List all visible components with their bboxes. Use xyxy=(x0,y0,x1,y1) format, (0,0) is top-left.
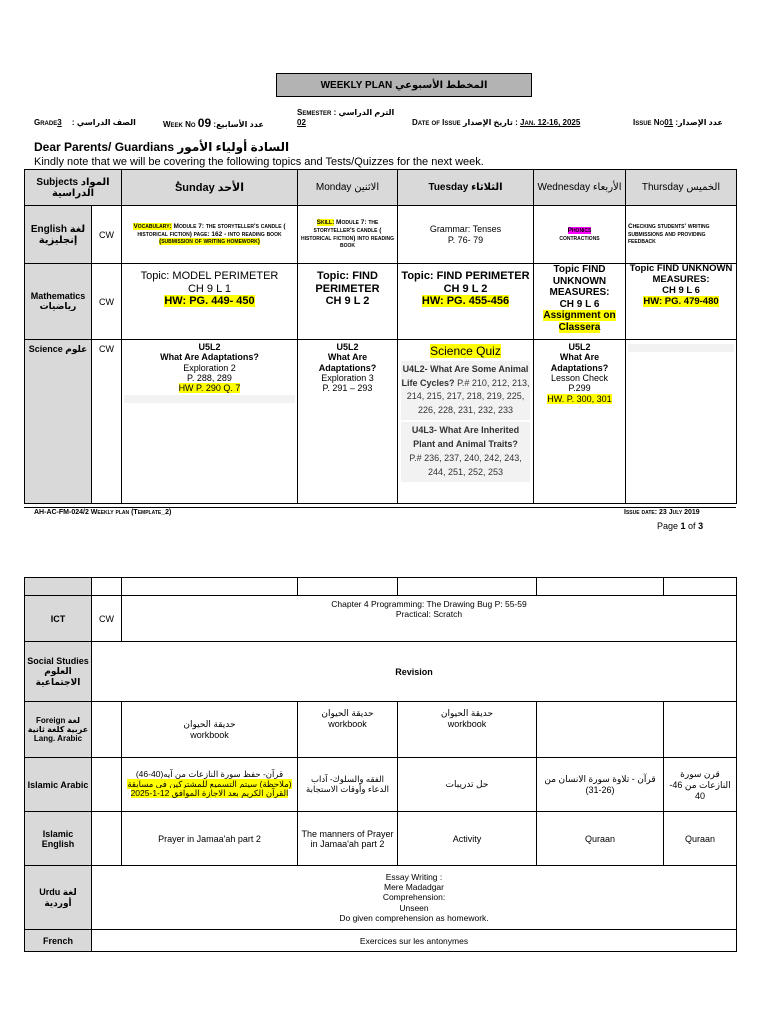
week-ar: :عدد الأسابيع xyxy=(213,120,264,129)
sci-sun-lesson: What Are Adaptations? xyxy=(160,352,259,363)
sci-wed-hw: HW. P. 300, 301 xyxy=(547,393,612,404)
page-title xyxy=(276,73,532,97)
cw-label: CW xyxy=(92,596,122,642)
french-content: Exercices sur les antonymes xyxy=(92,930,737,952)
sci-wed-activity: Lesson Check xyxy=(550,373,609,384)
shaded-line xyxy=(124,395,295,403)
foreign-sun-en: workbook xyxy=(190,730,229,740)
intro-note: Kindly note that we will be covering the following topics and Tests/Quizzes for the next week. xyxy=(34,156,484,168)
empty-cell xyxy=(298,578,398,596)
science-tuesday xyxy=(398,340,534,504)
math-sun-hw: HW: PG. 449- 450 xyxy=(164,295,255,308)
english-tuesday xyxy=(398,206,534,264)
grammar-pages: P. 76- 79 xyxy=(447,234,484,245)
subject-ict: ICT xyxy=(25,596,92,642)
islamic-en-sunday: Prayer in Jamaa'ah part 2 xyxy=(122,812,298,866)
page-prefix: Page xyxy=(657,521,681,531)
ict-practical: Practical: Scratch xyxy=(395,609,463,619)
english-sunday-text: Module 7: the storyteller's candle ( historical fiction) page: 162 - into reading book xyxy=(137,222,286,238)
islamic-ar-monday: الفقه والسلوك- آداب الدعاء وأوقات الاستجابة xyxy=(298,758,398,812)
issue-date-ar: تاريخ الإصدار : xyxy=(462,118,518,127)
quran-note-highlight: (ملاحظة) سيتم التسميع للمشتركين في مسابقة القرآن الكريم بعد الاجازة الموافق 12-1-2025 xyxy=(127,778,292,799)
empty-cell xyxy=(122,578,298,596)
semester-label: Semester : xyxy=(297,108,337,117)
science-thursday xyxy=(626,340,737,504)
ict-chapter: Chapter 4 Programming: The Drawing Bug P: 55-59 xyxy=(331,599,527,609)
week-label: Week No xyxy=(163,120,196,129)
english-monday-text: Module 7: the storyteller's candle ( historical fiction) into reading book xyxy=(301,218,394,250)
math-thu-topic: Topic FIND UNKNOWN MEASURES: xyxy=(629,263,733,285)
islamic-en-wednesday: Quraan xyxy=(537,812,664,866)
grade-value: 3 xyxy=(57,118,62,127)
col-thursday: Thursday الخميس xyxy=(626,170,737,206)
foreign-label: Foreign xyxy=(36,716,66,725)
quiz-pages-1: P.# 210, 212, 213, 214, 215, 217, 218, 219, 225, 226, 228, 231, 232, 233 xyxy=(406,377,530,416)
sci-mon-unit: U5L2 xyxy=(336,342,359,352)
math-wed-topic: Topic FIND UNKNOWN MEASURES: xyxy=(549,264,610,298)
english-monday xyxy=(298,206,398,264)
empty-header-row xyxy=(25,578,737,596)
empty-cell xyxy=(537,578,664,596)
cw-label: CW xyxy=(92,206,122,264)
foreign-row xyxy=(25,702,737,758)
sci-sun-hw: HW P. 290 Q. 7 xyxy=(178,383,241,394)
grade-label: Grade xyxy=(34,118,58,127)
subject-urdu: Urdu لغة أوردية xyxy=(25,866,92,930)
issue-date-footer: Issue date: 23 July 2019 xyxy=(624,509,700,516)
english-row xyxy=(25,206,737,264)
skill-highlight: Skill: xyxy=(316,218,335,226)
science-row xyxy=(25,340,737,504)
ict-content xyxy=(122,596,737,642)
sci-mon-lesson: What Are Adaptations? xyxy=(318,352,377,373)
phonics-highlight: Phonics xyxy=(567,226,592,234)
phonics-topic: contractions xyxy=(559,234,600,242)
ict-row xyxy=(25,596,737,642)
weekly-plan-table-page2 xyxy=(24,577,737,952)
grammar-topic: Grammar: Tenses xyxy=(429,224,502,235)
foreign-mon-en: workbook xyxy=(328,719,367,729)
foreign-ar-label: لغة عربية كلغة ثانية xyxy=(27,716,89,734)
islamic-ar-thursday: قرن سورة النازعات من 46-40 xyxy=(664,758,737,812)
sci-wed-lesson: What Are Adaptations? xyxy=(550,352,609,373)
empty-cell xyxy=(92,812,122,866)
foreign-sunday xyxy=(122,702,298,758)
sci-sun-unit: U5L2 xyxy=(198,342,221,352)
empty-cell xyxy=(92,578,122,596)
col-monday: Monday الاثنين xyxy=(298,170,398,206)
foreign-sun-ar: حديقة الحيوان xyxy=(183,719,236,729)
science-monday xyxy=(298,340,398,504)
page-number xyxy=(657,521,703,531)
quiz-lesson-1: U4L2- What Are Some Animal Life Cycles? xyxy=(401,363,529,388)
greeting: Dear Parents/ Guardians السادة أولياء الأمور xyxy=(34,140,290,154)
math-tuesday xyxy=(398,264,534,340)
urdu-homework: Do given comprehension as homework. xyxy=(339,912,489,923)
issue-no-value: 01 xyxy=(664,118,674,127)
col-tuesday: Tuesday الثلاثاء xyxy=(398,170,534,206)
science-sunday xyxy=(122,340,298,504)
urdu-comp-topic: Unseen xyxy=(399,902,429,913)
shaded-line xyxy=(628,344,734,352)
subject-foreign-arabic xyxy=(25,702,92,758)
quran-memorize: قرآن- حفظ سورة النازعات من آيه(40-46) xyxy=(135,768,284,779)
science-wednesday xyxy=(534,340,626,504)
cw-label: CW xyxy=(92,264,122,340)
empty-cell xyxy=(92,758,122,812)
math-thursday xyxy=(626,264,737,340)
grade-info xyxy=(34,118,136,127)
empty-cell xyxy=(25,578,92,596)
islamic-arabic-row xyxy=(25,758,737,812)
semester-ar: الترم الدراسي xyxy=(338,108,395,117)
subject-french: French xyxy=(25,930,92,952)
math-tue-topic: Topic: FIND PERIMETER xyxy=(401,270,530,282)
math-wed-chapter: CH 9 L 6 xyxy=(559,298,600,310)
math-tue-hw: HW: PG. 455-456 xyxy=(421,295,510,308)
math-thu-hw: HW: PG. 479-480 xyxy=(643,295,719,307)
social-row xyxy=(25,642,737,702)
subject-math: Mathematics رياضيات xyxy=(25,264,92,340)
subject-islamic-arabic: Islamic Arabic xyxy=(25,758,92,812)
subject-science: Science علوم xyxy=(25,340,92,504)
semester-info xyxy=(297,108,394,127)
empty-cell xyxy=(92,702,122,758)
quiz-lesson-2: U4L3- What Are Inherited Plant and Animal Traits? xyxy=(411,425,520,450)
issue-no-ar: :عدد الإصدار xyxy=(675,118,723,127)
english-wednesday xyxy=(534,206,626,264)
sci-mon-pages: P. 291 – 293 xyxy=(322,383,373,394)
urdu-comp-label: Comprehension: xyxy=(382,892,446,903)
subject-social-studies: Social Studies العلوم الاجتماعية xyxy=(25,642,92,702)
empty-cell xyxy=(664,578,737,596)
empty-cell xyxy=(664,702,737,758)
math-tue-chapter: CH 9 L 2 xyxy=(443,282,488,295)
math-sun-chapter: CH 9 L 1 xyxy=(187,282,231,295)
urdu-row xyxy=(25,866,737,930)
urdu-essay-label: Essay Writing : xyxy=(385,872,443,883)
math-mon-chapter: CH 9 L 2 xyxy=(325,295,370,308)
page-current: 1 xyxy=(680,521,686,531)
empty-cell xyxy=(537,702,664,758)
footer-rule xyxy=(24,507,736,508)
math-sunday xyxy=(122,264,298,340)
math-row xyxy=(25,264,737,340)
foreign-tuesday xyxy=(398,702,537,758)
col-sunday: ُSunday الأحد xyxy=(122,170,298,206)
math-wednesday xyxy=(534,264,626,340)
islamic-english-row xyxy=(25,812,737,866)
foreign-monday xyxy=(298,702,398,758)
page-title-text: WEEKLY PLAN المخطط الأسبوعي xyxy=(320,79,488,91)
english-thursday: Checking students' writing submissions and providing feedback xyxy=(626,206,737,264)
col-wednesday: Wednesday الأربعاء xyxy=(534,170,626,206)
week-info xyxy=(163,116,264,130)
cw-label: CW xyxy=(92,340,122,504)
english-sunday xyxy=(122,206,298,264)
grade-ar: : الصف الدراسي xyxy=(71,118,136,127)
science-quiz-label: Science Quiz xyxy=(430,344,501,358)
islamic-en-monday: The manners of Prayer in Jamaa'ah part 2 xyxy=(298,812,398,866)
week-value: 09 xyxy=(197,116,212,130)
foreign-mon-ar: حديقة الحيوان xyxy=(321,708,374,718)
subject-islamic-english: Islamic English xyxy=(25,812,92,866)
islamic-ar-tuesday: حل تدريبات xyxy=(398,758,537,812)
quiz-part-2 xyxy=(401,422,530,482)
math-sun-topic: Topic: MODEL PERIMETER xyxy=(140,270,279,282)
urdu-content xyxy=(92,866,737,930)
page-of: of xyxy=(685,521,699,531)
header-row xyxy=(25,170,737,206)
sci-wed-pages: P.299 xyxy=(568,383,591,394)
form-code: AH-AC-FM-024/2 Weekly plan (Template_2) xyxy=(34,509,172,516)
math-monday xyxy=(298,264,398,340)
semester-value: 02 xyxy=(297,117,306,127)
issue-no-info xyxy=(633,118,723,127)
weekly-plan-table xyxy=(24,169,737,504)
french-row xyxy=(25,930,737,952)
sci-sun-activity: Exploration 2 xyxy=(183,362,236,373)
issue-date-label: Date of Issue xyxy=(412,118,461,127)
islamic-en-tuesday: Activity xyxy=(398,812,537,866)
foreign-lang-label: Lang. Arabic xyxy=(33,734,83,743)
foreign-tue-en: workbook xyxy=(447,719,487,729)
math-wed-hw: Assignment on Classera xyxy=(543,310,616,333)
urdu-essay-topic: Mere Madadgar xyxy=(383,882,444,893)
issue-no-label: Issue No xyxy=(633,118,665,127)
quiz-pages-2: P.# 236, 237, 240, 242, 243, 244, 251, 252, 253 xyxy=(409,453,522,478)
social-content: Revision xyxy=(92,642,737,702)
empty-cell xyxy=(398,578,537,596)
math-thu-chapter: CH 9 L 6 xyxy=(662,284,700,296)
vocab-highlight: Vocabulary: xyxy=(133,222,172,230)
math-mon-topic: Topic: FIND PERIMETER xyxy=(315,270,380,295)
sci-mon-activity: Exploration 3 xyxy=(321,373,374,384)
islamic-en-thursday: Quraan xyxy=(664,812,737,866)
issue-date-value: Jan. 12-16, 2025 xyxy=(520,118,581,127)
islamic-ar-sunday xyxy=(122,758,298,812)
islamic-ar-wednesday: قرآن - تلاوة سورة الانسان من (26-31) xyxy=(537,758,664,812)
issue-date-info xyxy=(412,118,580,127)
sci-sun-pages: P. 288, 289 xyxy=(187,373,232,384)
col-subjects: Subjects المواد الدراسية xyxy=(25,170,122,206)
page-total: 3 xyxy=(698,521,704,531)
writing-hw-highlight: (submission of writing homework) xyxy=(159,238,260,246)
foreign-tue-ar: حديقة الحيوان xyxy=(440,708,494,718)
subject-english: English لغة إنجليزية xyxy=(25,206,92,264)
quiz-part-1 xyxy=(401,361,530,421)
sci-wed-unit: U5L2 xyxy=(568,342,591,352)
